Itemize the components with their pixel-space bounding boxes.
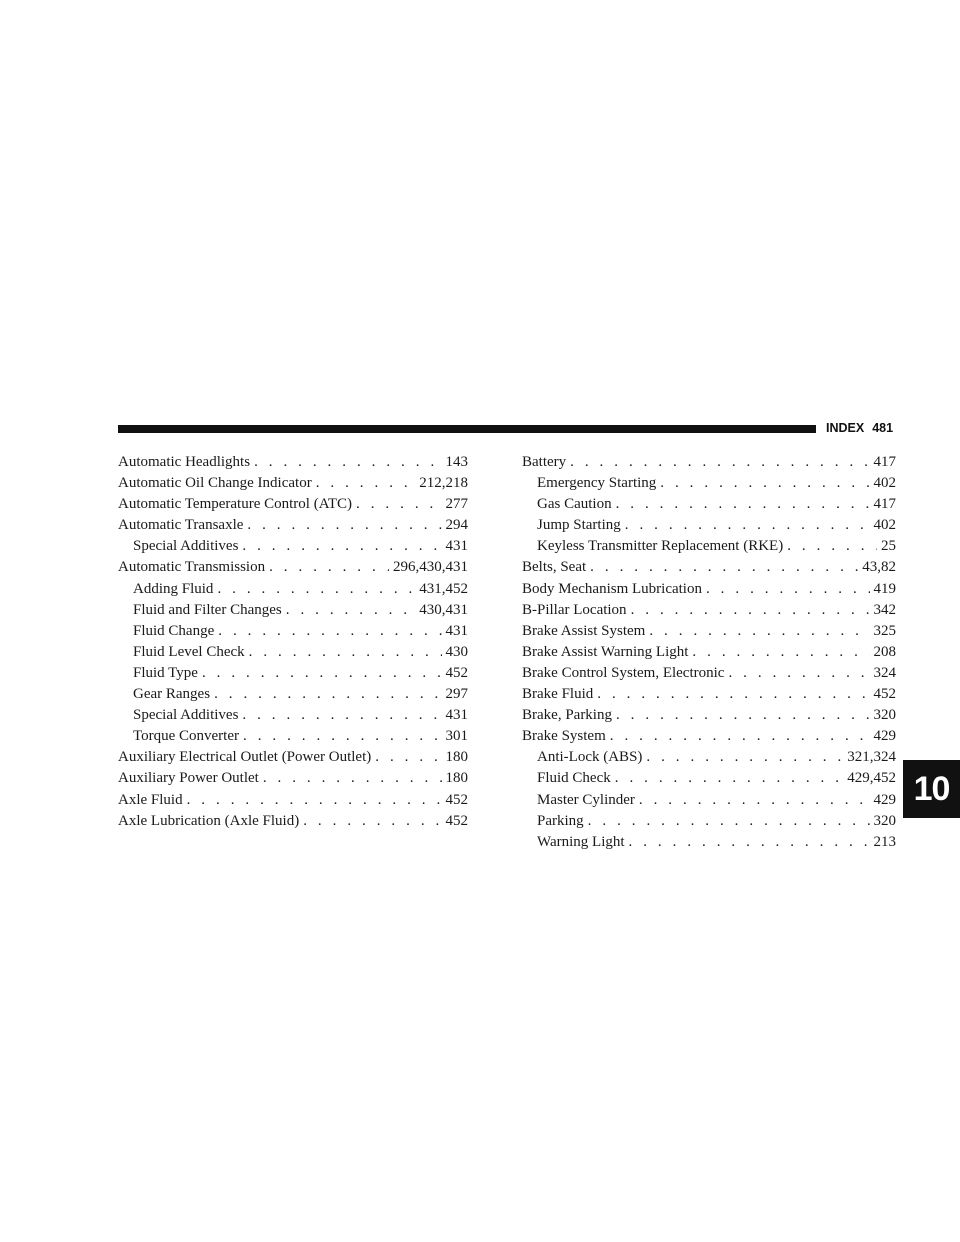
index-entry [522,557,896,578]
entry-term: Automatic Transmission [118,559,266,576]
entry-term: Parking [537,812,584,829]
dot-leader [214,684,441,705]
entry-pages: 431 [445,538,468,555]
entry-term: Automatic Headlights [118,454,251,470]
entry-term: Belts, Seat [522,559,587,576]
entry-term: Fluid Type [133,664,198,681]
dot-leader [631,600,870,621]
entry-pages: 419 [873,580,896,597]
dot-leader [247,515,441,536]
entry-pages: 402 [873,475,896,492]
entry-term: Automatic Oil Change Indicator [118,475,312,492]
dot-leader [629,832,870,853]
index-subentry [522,494,896,515]
entry-pages: 429 [873,791,896,808]
index-subentry [522,473,896,494]
entry-term: Jump Starting [537,517,621,534]
entry-pages: 143 [445,454,468,470]
entry-pages: 320 [873,707,896,724]
dot-leader [639,790,870,811]
dot-leader [616,705,870,726]
entry-term: Master Cylinder [537,791,635,808]
entry-term: Special Additives [133,538,239,555]
dot-leader [692,642,869,663]
entry-pages: 320 [873,812,896,829]
entry-pages: 43,82 [862,559,896,576]
index-entry [522,642,896,663]
entry-pages: 452 [445,664,468,681]
index-subentry [118,705,468,726]
entry-term: Torque Converter [133,728,239,745]
entry-term: Brake System [522,728,606,745]
dot-leader [356,494,441,515]
dot-leader [706,579,870,600]
entry-pages: 297 [445,686,468,703]
index-subentry [118,642,468,663]
entry-term: Fluid Check [537,770,611,787]
index-column-right [522,452,896,853]
dot-leader [243,726,442,747]
entry-term: Automatic Transaxle [118,517,244,534]
dot-leader [254,452,441,473]
chapter-tab: 10 [903,760,960,818]
running-header [826,421,893,435]
header-rule [118,425,816,433]
page-number: 481 [872,421,894,435]
dot-leader [597,684,869,705]
dot-leader [187,790,442,811]
entry-term: Fluid Change [133,622,215,639]
entry-term: Gear Ranges [133,686,211,703]
index-entry [118,515,468,536]
entry-term: Warning Light [537,833,625,850]
index-subentry [522,747,896,768]
entry-term: Adding Fluid [133,580,214,597]
entry-pages: 429 [873,728,896,745]
entry-pages: 180 [445,770,468,787]
entry-pages: 321,324 [847,749,896,766]
entry-term: Auxiliary Power Outlet [118,770,259,787]
entry-term: Battery [522,454,567,470]
entry-pages: 213 [873,833,896,850]
entry-pages: 342 [873,601,896,618]
entry-pages: 402 [873,517,896,534]
entry-pages: 208 [873,643,896,660]
entry-term: Brake Control System, Electronic [522,664,725,681]
index-subentry [522,790,896,811]
index-subentry [118,579,468,600]
entry-pages: 417 [873,496,896,513]
dot-leader [375,747,441,768]
dot-leader [303,811,441,832]
entry-term: Auxiliary Electrical Outlet (Power Outlet) [118,749,372,766]
entry-term: Brake Assist System [522,622,646,639]
index-entry [118,494,468,515]
entry-pages: 212,218 [419,475,468,492]
entry-pages: 294 [445,517,468,534]
index-subentry [118,621,468,642]
entry-term: Axle Lubrication (Axle Fluid) [118,812,300,829]
dot-leader [263,768,442,789]
entry-pages: 430,431 [419,601,468,618]
index-entry [522,705,896,726]
entry-term: Emergency Starting [537,475,657,492]
entry-term: Fluid and Filter Changes [133,601,282,618]
entry-pages: 296,430,431 [393,559,468,576]
entry-pages: 430 [445,643,468,660]
entry-pages: 431 [445,622,468,639]
entry-pages: 452 [445,791,468,808]
index-entry [118,473,468,494]
index-subentry [118,684,468,705]
index-subentry [522,832,896,853]
index-entry [118,452,468,473]
dot-leader [242,705,441,726]
entry-term: B-Pillar Location [522,601,627,618]
dot-leader [242,536,441,557]
index-entry [118,790,468,811]
index-entry [118,768,468,789]
entry-term: Gas Caution [537,496,612,513]
dot-leader [615,768,844,789]
index-subentry [522,536,896,557]
section-title: INDEX [826,421,865,435]
dot-leader [625,515,870,536]
entry-pages: 25 [881,538,896,555]
entry-pages: 277 [445,496,468,513]
index-subentry [118,536,468,557]
entry-pages: 429,452 [847,770,896,787]
dot-leader [269,557,389,578]
index-entry [522,579,896,600]
index-subentry [118,600,468,621]
index-entry [522,726,896,747]
entry-pages: 431,452 [419,580,468,597]
entry-term: Fluid Level Check [133,643,245,660]
index-entry [118,557,468,578]
entry-pages: 325 [873,622,896,639]
dot-leader [616,494,870,515]
entry-term: Brake Fluid [522,686,594,703]
index-entry [118,811,468,832]
dot-leader [590,557,858,578]
entry-term: Automatic Temperature Control (ATC) [118,496,353,513]
index-subentry [118,663,468,684]
dot-leader [218,621,441,642]
index-subentry [522,515,896,536]
dot-leader [728,663,869,684]
entry-pages: 301 [445,728,468,745]
dot-leader [588,811,870,832]
index-subentry [118,726,468,747]
entry-term: Special Additives [133,707,239,724]
entry-term: Brake Assist Warning Light [522,643,689,660]
dot-leader [316,473,416,494]
entry-pages: 452 [445,812,468,829]
index-entry [522,663,896,684]
dot-leader [202,663,442,684]
dot-leader [610,726,870,747]
entry-pages: 417 [873,454,896,470]
entry-pages: 452 [873,686,896,703]
entry-pages: 180 [445,749,468,766]
entry-pages: 324 [873,664,896,681]
entry-term: Keyless Transmitter Replacement (RKE) [537,538,784,555]
index-subentry [522,811,896,832]
index-subentry [522,768,896,789]
dot-leader [570,452,869,473]
dot-leader [249,642,442,663]
dot-leader [646,747,843,768]
entry-term: Brake, Parking [522,707,612,724]
index-entry [118,747,468,768]
entry-pages: 431 [445,707,468,724]
dot-leader [660,473,869,494]
dot-leader [286,600,416,621]
index-entry [522,684,896,705]
dot-leader [649,621,869,642]
entry-term: Axle Fluid [118,791,183,808]
index-entry [522,452,896,473]
dot-leader [217,579,415,600]
entry-term: Body Mechanism Lubrication [522,580,702,597]
index-entry [522,621,896,642]
index-entry [522,600,896,621]
entry-term: Anti-Lock (ABS) [537,749,643,766]
index-column-left [118,452,468,832]
dot-leader [787,536,877,557]
